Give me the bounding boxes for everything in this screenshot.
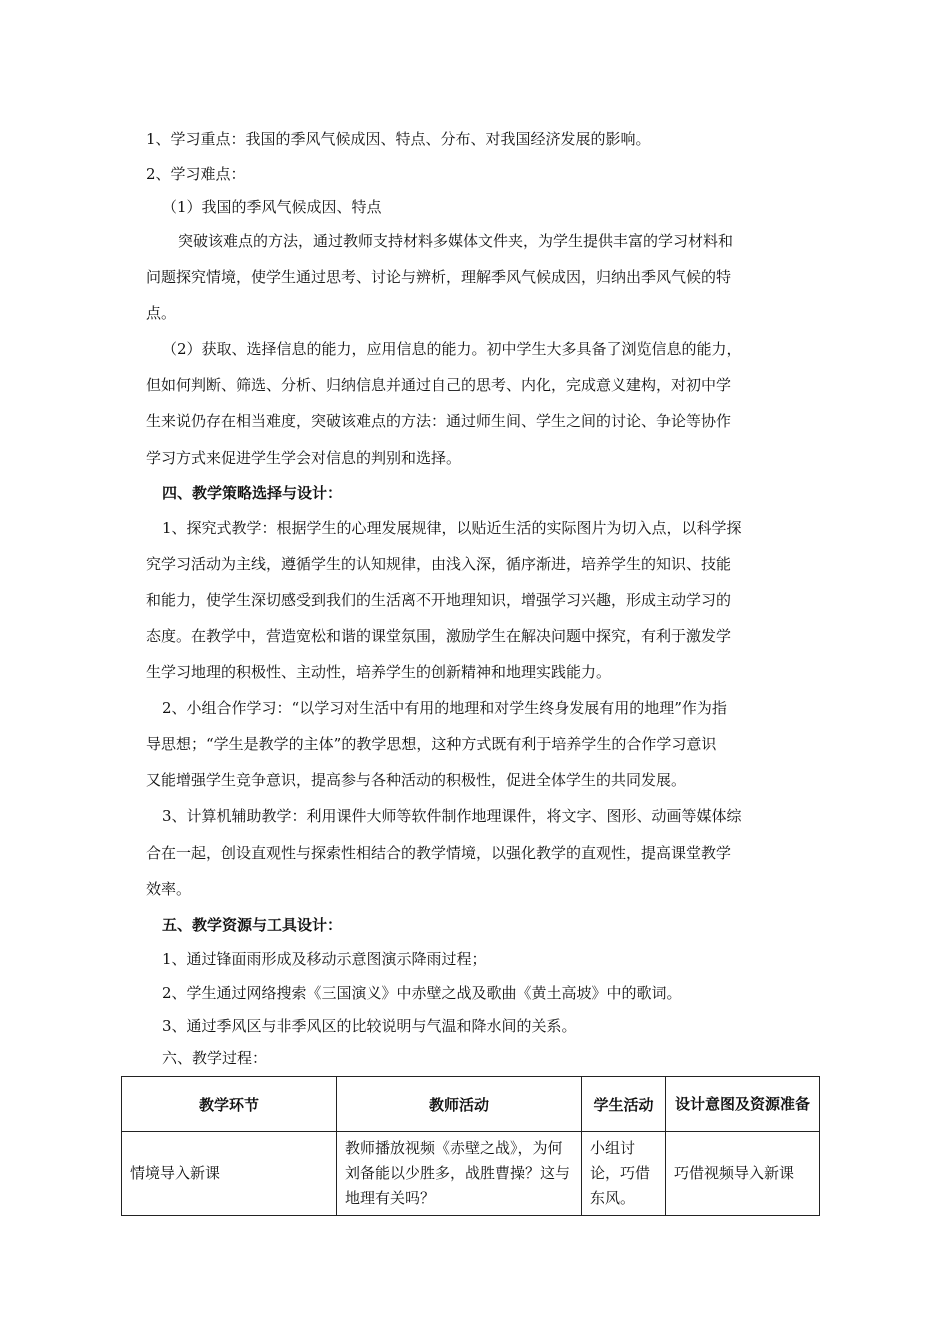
strategy-3-line3: 效率。 xyxy=(146,880,192,898)
section-heading-resources: 五、教学资源与工具设计： xyxy=(162,916,343,934)
table-header-cell: 教师活动 xyxy=(337,1077,582,1132)
strategy-2-line2: 导思想；“学生是教学的主体”的教学思想，这种方式既有利于培养学生的合作学习意识 xyxy=(146,735,717,753)
table-cell: 教师播放视频《赤壁之战》，为何刘备能以少胜多，战胜曹操？这与地理有关吗？ xyxy=(337,1132,582,1216)
table-header-cell: 学生活动 xyxy=(582,1077,666,1132)
table-cell: 情境导入新课 xyxy=(122,1132,337,1216)
paragraph-method-line1: 突破该难点的方法，通过教师支持材料多媒体文件夹，为学生提供丰富的学习材料和 xyxy=(178,232,734,250)
resource-2: 2、学生通过网络搜索《三国演义》中赤壁之战及歌曲《黄土高坡》中的歌词。 xyxy=(162,984,682,1002)
strategy-1-line3: 和能力，使学生深切感受到我们的生活离不开地理知识，增强学习兴趣，形成主动学习的 xyxy=(146,591,732,609)
table-header-cell: 教学环节 xyxy=(122,1077,337,1132)
strategy-2-line3: 又能增强学生竞争意识，提高参与各种活动的积极性，促进全体学生的共同发展。 xyxy=(146,771,687,789)
paragraph-method-line2: 问题探究情境，使学生通过思考、讨论与辨析，理解季风气候成因，归纳出季风气候的特 xyxy=(146,268,732,286)
lesson-process-table xyxy=(121,1076,820,1216)
table-row xyxy=(122,1132,820,1216)
paragraph-key-points: 1、学习重点：我国的季风气候成因、特点、分布、对我国经济发展的影响。 xyxy=(146,130,651,148)
strategy-2-line1: 2、小组合作学习：“以学习对生活中有用的地理和对学生终身发展有用的地理”作为指 xyxy=(162,699,727,717)
strategy-3-line1: 3、计算机辅助教学：利用课件大师等软件制作地理课件，将文字、图形、动画等媒体综 xyxy=(162,807,742,825)
table-header-row xyxy=(122,1077,820,1132)
strategy-1-line2: 究学习活动为主线，遵循学生的认知规律，由浅入深，循序渐进，培养学生的知识、技能 xyxy=(146,555,732,573)
table-cell: 小组讨论，巧借东风。 xyxy=(582,1132,666,1216)
paragraph-method-line3: 点。 xyxy=(146,304,177,322)
strategy-1-line1: 1、探究式教学：根据学生的心理发展规律，以贴近生活的实际图片为切入点，以科学探 xyxy=(162,519,742,537)
resource-3: 3、通过季风区与非季风区的比较说明与气温和降水间的关系。 xyxy=(162,1017,577,1035)
strategy-1-line4: 态度。在教学中，营造宽松和谐的课堂氛围，激励学生在解决问题中探究，有利于激发学 xyxy=(146,627,732,645)
paragraph-difficulty-2-line4: 学习方式来促进学生学会对信息的判别和选择。 xyxy=(146,449,462,467)
table-header-cell: 设计意图及资源准备 xyxy=(666,1077,820,1132)
strategy-1-line5: 生学习地理的积极性、主动性，培养学生的创新精神和地理实践能力。 xyxy=(146,663,612,681)
paragraph-difficulty-2-line1: （2）获取、选择信息的能力，应用信息的能力。初中学生大多具备了浏览信息的能力， xyxy=(162,340,742,358)
section-heading-strategy: 四、教学策略选择与设计： xyxy=(162,484,343,502)
table-cell: 巧借视频导入新课 xyxy=(666,1132,820,1216)
paragraph-difficulty-1: （1）我国的季风气候成因、特点 xyxy=(162,198,382,216)
resource-1: 1、通过锋面雨形成及移动示意图演示降雨过程； xyxy=(162,950,487,968)
section-heading-process: 六、教学过程： xyxy=(162,1049,268,1067)
paragraph-difficulty-2-line3: 生来说仍存在相当难度，突破该难点的方法：通过师生间、学生之间的讨论、争论等协作 xyxy=(146,412,732,430)
paragraph-difficulties-heading: 2、学习难点： xyxy=(146,165,246,183)
paragraph-difficulty-2-line2: 但如何判断、筛选、分析、归纳信息并通过自己的思考、内化，完成意义建构，对初中学 xyxy=(146,376,732,394)
strategy-3-line2: 合在一起，创设直观性与探索性相结合的教学情境，以强化教学的直观性，提高课堂教学 xyxy=(146,844,732,862)
